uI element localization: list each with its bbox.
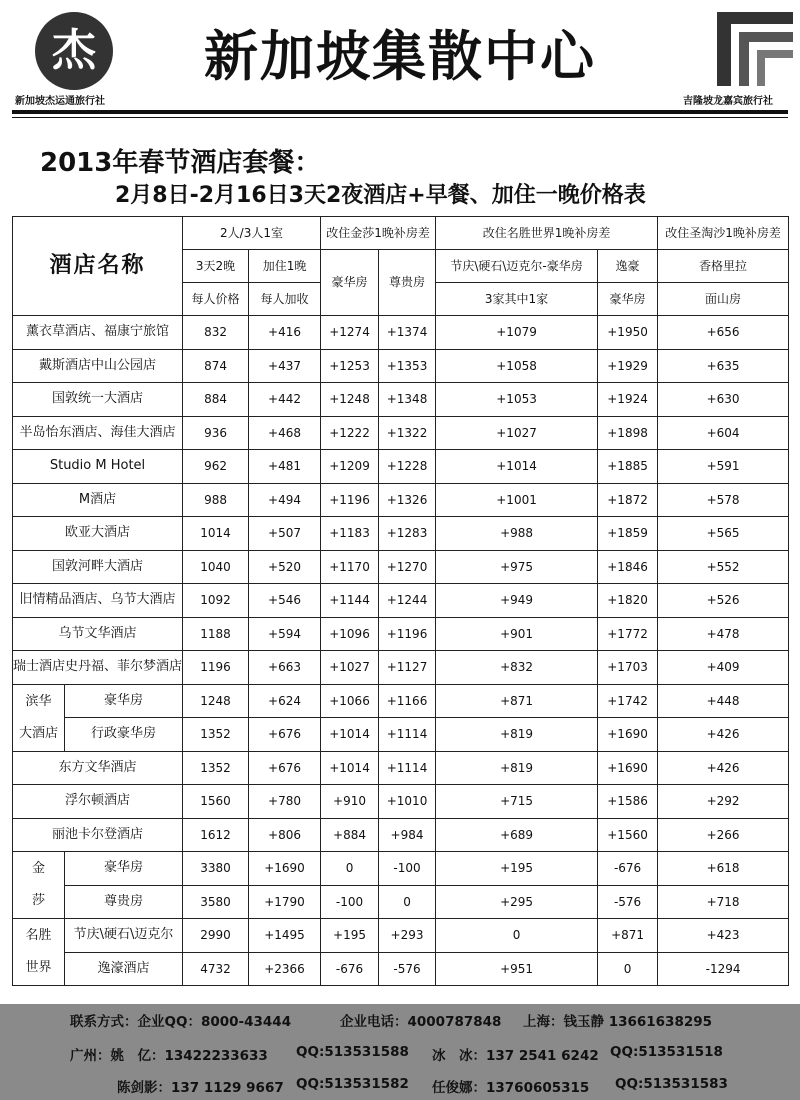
contact-qq-4: QQ:513531583 (615, 1076, 728, 1092)
hotel-rows-marina (13, 684, 789, 751)
table-row (13, 852, 789, 886)
contact-qq-2: QQ:513531518 (610, 1044, 723, 1060)
sands-premier-cell: +1010 (379, 785, 436, 819)
sands-premier-cell: +1326 (379, 483, 436, 517)
hotel-group-label-1: 金 (31, 861, 45, 876)
extra-night-cell: +507 (249, 517, 321, 551)
sands-deluxe-cell: +910 (321, 785, 379, 819)
hotel-group-label-1: 滨华 (25, 693, 52, 709)
rws-cell: +1027 (436, 416, 598, 450)
extra-night-cell: +481 (249, 450, 321, 484)
sands-deluxe-cell: +1144 (321, 584, 379, 618)
header-divider (12, 110, 788, 114)
extra-night-cell: +676 (249, 751, 321, 785)
equarius-cell: -676 (598, 852, 658, 886)
price-cell: 2990 (183, 919, 249, 953)
rws-cell: +715 (436, 785, 598, 819)
shangrila-cell: +604 (658, 416, 789, 450)
shangrila-cell: +426 (658, 751, 789, 785)
sands-deluxe-cell: +884 (321, 818, 379, 852)
extra-night-cell: +624 (249, 684, 321, 718)
sands-deluxe-cell: +1253 (321, 349, 379, 383)
sands-deluxe-cell: +1209 (321, 450, 379, 484)
price-cell: 1188 (183, 617, 249, 651)
equarius-cell: +1898 (598, 416, 658, 450)
table-row (13, 751, 789, 785)
sub-extra-l2: 每人加收 (249, 283, 321, 316)
extra-night-cell: +663 (249, 651, 321, 685)
group-sentosa: 改住圣淘沙1晚补房差 (658, 217, 789, 250)
hotel-group-cell (13, 684, 65, 751)
price-cell: 988 (183, 483, 249, 517)
header (0, 0, 800, 118)
sands-deluxe-cell: +1248 (321, 383, 379, 417)
equarius-cell: +871 (598, 919, 658, 953)
price-cell: 1196 (183, 651, 249, 685)
equarius-cell: +1560 (598, 818, 658, 852)
contact-phone: 企业电话：4000787848 (340, 1014, 502, 1030)
price-cell: 1352 (183, 751, 249, 785)
table-row (13, 550, 789, 584)
equarius-cell: +1703 (598, 651, 658, 685)
shangrila-cell: +292 (658, 785, 789, 819)
rws-cell: +1001 (436, 483, 598, 517)
equarius-cell: +1872 (598, 483, 658, 517)
sands-deluxe-cell: 0 (321, 852, 379, 886)
shangrila-cell: +635 (658, 349, 789, 383)
equarius-cell: +1820 (598, 584, 658, 618)
hotel-name-cell: 国敦统一大酒店 (13, 383, 183, 417)
hotel-name-cell: 欧亚大酒店 (13, 517, 183, 551)
price-cell: 884 (183, 383, 249, 417)
rws-cell: +871 (436, 684, 598, 718)
rws-cell: +975 (436, 550, 598, 584)
extra-night-cell: +468 (249, 416, 321, 450)
extra-night-cell: +520 (249, 550, 321, 584)
sands-deluxe-cell: +1196 (321, 483, 379, 517)
sub-equarius-l2: 豪华房 (598, 283, 658, 316)
equarius-cell: +1885 (598, 450, 658, 484)
extra-night-cell: +2366 (249, 952, 321, 986)
header-divider-thin (12, 117, 788, 118)
price-cell: 3580 (183, 885, 249, 919)
sands-premier-cell: +1322 (379, 416, 436, 450)
right-agency-logo (715, 8, 795, 88)
price-cell: 962 (183, 450, 249, 484)
sub-deluxe: 豪华房 (321, 250, 379, 316)
price-cell: 1560 (183, 785, 249, 819)
table-row (13, 785, 789, 819)
extra-night-cell: +1690 (249, 852, 321, 886)
shangrila-cell: +552 (658, 550, 789, 584)
header-row-1 (13, 217, 789, 250)
rws-cell: +689 (436, 818, 598, 852)
hotel-name-cell: 薰衣草酒店、福康宁旅馆 (13, 316, 183, 350)
hotel-name-cell: 乌节文华酒店 (13, 617, 183, 651)
table-row (13, 718, 789, 752)
sands-premier-cell: +1114 (379, 718, 436, 752)
sands-deluxe-cell: +1066 (321, 684, 379, 718)
sands-deluxe-cell: +1170 (321, 550, 379, 584)
price-cell: 1352 (183, 718, 249, 752)
rws-cell: +819 (436, 718, 598, 752)
price-cell: 832 (183, 316, 249, 350)
sands-premier-cell: -100 (379, 852, 436, 886)
contact-qq-3: QQ:513531582 (296, 1076, 409, 1092)
sands-premier-cell: +1244 (379, 584, 436, 618)
table-row (13, 483, 789, 517)
equarius-cell: +1924 (598, 383, 658, 417)
hotel-rows-rws (13, 919, 789, 986)
rws-cell: +1079 (436, 316, 598, 350)
extra-night-cell: +546 (249, 584, 321, 618)
room-type-cell: 豪华房 (65, 852, 183, 886)
rws-cell: +949 (436, 584, 598, 618)
left-agency-name: 新加坡杰运通旅行社 (15, 96, 105, 107)
rws-cell: +195 (436, 852, 598, 886)
contact-guangzhou-4: 任俊娜：13760605315 (432, 1080, 590, 1096)
rws-cell: +832 (436, 651, 598, 685)
hotel-group-label-1: 名胜 (25, 928, 52, 943)
shangrila-cell: +478 (658, 617, 789, 651)
sands-deluxe-cell: +195 (321, 919, 379, 953)
shangrila-cell: +266 (658, 818, 789, 852)
price-cell: 4732 (183, 952, 249, 986)
page-title: 新加坡集散中心 (204, 25, 596, 88)
hotel-name-cell: 浮尔顿酒店 (13, 785, 183, 819)
rws-cell: +819 (436, 751, 598, 785)
extra-night-cell: +416 (249, 316, 321, 350)
equarius-cell: +1586 (598, 785, 658, 819)
shangrila-cell: -1294 (658, 952, 789, 986)
shangrila-cell: +409 (658, 651, 789, 685)
group-rws: 改住名胜世界1晚补房差 (436, 217, 658, 250)
contact-guangzhou-2: 冰 冰：137 2541 6242 (432, 1048, 599, 1064)
hotel-name-cell: 戴斯酒店中山公园店 (13, 349, 183, 383)
shangrila-cell: +578 (658, 483, 789, 517)
room-type-cell: 逸濠酒店 (65, 952, 183, 986)
rws-cell: +951 (436, 952, 598, 986)
equarius-cell: 0 (598, 952, 658, 986)
table-row (13, 584, 789, 618)
contact-shanghai: 上海：钱玉静 13661638295 (523, 1014, 713, 1030)
rws-cell: 0 (436, 919, 598, 953)
price-cell: 1092 (183, 584, 249, 618)
equarius-cell: +1690 (598, 751, 658, 785)
hotel-group-label-2: 世界 (25, 960, 52, 975)
rws-cell: +988 (436, 517, 598, 551)
headline: 2013年春节酒店套餐： (40, 148, 321, 178)
shangrila-cell: +448 (658, 684, 789, 718)
extra-night-cell: +806 (249, 818, 321, 852)
sands-deluxe-cell: +1222 (321, 416, 379, 450)
sands-premier-cell: +1228 (379, 450, 436, 484)
sands-premier-cell: +984 (379, 818, 436, 852)
table-row (13, 416, 789, 450)
sands-deluxe-cell: +1014 (321, 751, 379, 785)
hotel-group-cell (13, 919, 65, 986)
room-type-cell: 尊贵房 (65, 885, 183, 919)
shangrila-cell: +618 (658, 852, 789, 886)
right-agency-name: 吉隆坡龙嘉宾旅行社 (683, 96, 773, 107)
rws-cell: +1058 (436, 349, 598, 383)
table-row (13, 617, 789, 651)
sands-deluxe-cell: +1096 (321, 617, 379, 651)
equarius-cell: +1929 (598, 349, 658, 383)
shangrila-cell: +630 (658, 383, 789, 417)
table-row (13, 818, 789, 852)
hotel-name-cell: 东方文华酒店 (13, 751, 183, 785)
shangrila-cell: +718 (658, 885, 789, 919)
sands-premier-cell: 0 (379, 885, 436, 919)
hotel-name-cell: 丽池卡尔登酒店 (13, 818, 183, 852)
table-row (13, 651, 789, 685)
table-row (13, 450, 789, 484)
sands-premier-cell: +1166 (379, 684, 436, 718)
sands-deluxe-cell: -100 (321, 885, 379, 919)
price-cell: 1014 (183, 517, 249, 551)
sub-price-l1: 3天2晚 (183, 250, 249, 283)
contact-qq: 联系方式：企业QQ：8000-43444 (70, 1014, 292, 1030)
equarius-cell: +1950 (598, 316, 658, 350)
equarius-cell: +1859 (598, 517, 658, 551)
price-cell: 1040 (183, 550, 249, 584)
equarius-cell: +1690 (598, 718, 658, 752)
hotel-name-cell: 瑞士酒店史丹福、菲尔梦酒店 (13, 651, 183, 685)
table-row (13, 383, 789, 417)
sands-premier-cell: +1114 (379, 751, 436, 785)
price-cell: 1248 (183, 684, 249, 718)
hotel-name-cell: M酒店 (13, 483, 183, 517)
group-room: 2人/3人1室 (183, 217, 321, 250)
price-cell: 936 (183, 416, 249, 450)
table-row (13, 684, 789, 718)
sub-premier: 尊贵房 (379, 250, 436, 316)
group-sands: 改住金莎1晚补房差 (321, 217, 436, 250)
contact-guangzhou-1: 广州：姚 亿：13422233633 (70, 1048, 268, 1064)
sub-rws-l2: 3家其中1家 (436, 283, 598, 316)
extra-night-cell: +594 (249, 617, 321, 651)
extra-night-cell: +494 (249, 483, 321, 517)
room-type-cell: 豪华房 (65, 684, 183, 718)
sands-deluxe-cell: -676 (321, 952, 379, 986)
sands-premier-cell: +1270 (379, 550, 436, 584)
shangrila-cell: +526 (658, 584, 789, 618)
equarius-cell: +1846 (598, 550, 658, 584)
hotel-rows-sands (13, 852, 789, 919)
price-cell: 3380 (183, 852, 249, 886)
sub-rws-l1: 节庆\硬石\迈克尔-豪华房 (436, 250, 598, 283)
equarius-cell: -576 (598, 885, 658, 919)
shangrila-cell: +656 (658, 316, 789, 350)
extra-night-cell: +1790 (249, 885, 321, 919)
hotel-rows-b (13, 751, 789, 852)
sands-deluxe-cell: +1014 (321, 718, 379, 752)
shangrila-cell: +591 (658, 450, 789, 484)
subheadline: 2月8日-2月16日3天2夜酒店+早餐、加住一晚价格表 (115, 183, 646, 208)
extra-night-cell: +442 (249, 383, 321, 417)
sands-premier-cell: +1283 (379, 517, 436, 551)
rws-cell: +1014 (436, 450, 598, 484)
table-row (13, 316, 789, 350)
extra-night-cell: +1495 (249, 919, 321, 953)
price-table (12, 216, 789, 986)
table-row (13, 919, 789, 953)
sands-premier-cell: +1348 (379, 383, 436, 417)
hotel-group-cell (13, 852, 65, 919)
table-row (13, 885, 789, 919)
table-row (13, 349, 789, 383)
shangrila-cell: +426 (658, 718, 789, 752)
sands-premier-cell: +293 (379, 919, 436, 953)
sands-premier-cell: -576 (379, 952, 436, 986)
rws-cell: +1053 (436, 383, 598, 417)
room-type-cell: 节庆\硬石\迈克尔 (65, 919, 183, 953)
sub-equarius-l1: 逸豪 (598, 250, 658, 283)
equarius-cell: +1772 (598, 617, 658, 651)
hotel-name-cell: 旧情精品酒店、乌节大酒店 (13, 584, 183, 618)
hotel-name-cell: 国敦河畔大酒店 (13, 550, 183, 584)
sands-deluxe-cell: +1274 (321, 316, 379, 350)
contact-qq-1: QQ:513531588 (296, 1044, 409, 1060)
shangrila-cell: +423 (658, 919, 789, 953)
table-row (13, 517, 789, 551)
price-cell: 1612 (183, 818, 249, 852)
sub-extra-l1: 加住1晚 (249, 250, 321, 283)
sub-shangri-l1: 香格里拉 (658, 250, 789, 283)
sands-deluxe-cell: +1183 (321, 517, 379, 551)
sub-shangri-l2: 面山房 (658, 283, 789, 316)
hotel-group-label-2: 大酒店 (18, 725, 58, 741)
rws-cell: +901 (436, 617, 598, 651)
hotel-name-cell: Studio M Hotel (13, 450, 183, 484)
hotel-rows-a (13, 316, 789, 685)
sands-premier-cell: +1353 (379, 349, 436, 383)
sands-premier-cell: +1374 (379, 316, 436, 350)
equarius-cell: +1742 (598, 684, 658, 718)
sands-premier-cell: +1196 (379, 617, 436, 651)
extra-night-cell: +676 (249, 718, 321, 752)
sands-deluxe-cell: +1027 (321, 651, 379, 685)
hotel-group-label-2: 莎 (31, 893, 45, 908)
sands-premier-cell: +1127 (379, 651, 436, 685)
hotel-name-cell: 半岛怡东酒店、海佳大酒店 (13, 416, 183, 450)
sub-price-l2: 每人价格 (183, 283, 249, 316)
room-type-cell: 行政豪华房 (65, 718, 183, 752)
extra-night-cell: +780 (249, 785, 321, 819)
extra-night-cell: +437 (249, 349, 321, 383)
rws-cell: +295 (436, 885, 598, 919)
table-row (13, 952, 789, 986)
contact-guangzhou-3: 陈剑影：137 1129 9667 (117, 1080, 284, 1096)
price-cell: 874 (183, 349, 249, 383)
contact-footer (0, 1004, 800, 1100)
col-hotel-name: 酒店名称 (13, 217, 183, 316)
shangrila-cell: +565 (658, 517, 789, 551)
left-agency-logo: 杰 (35, 12, 113, 90)
